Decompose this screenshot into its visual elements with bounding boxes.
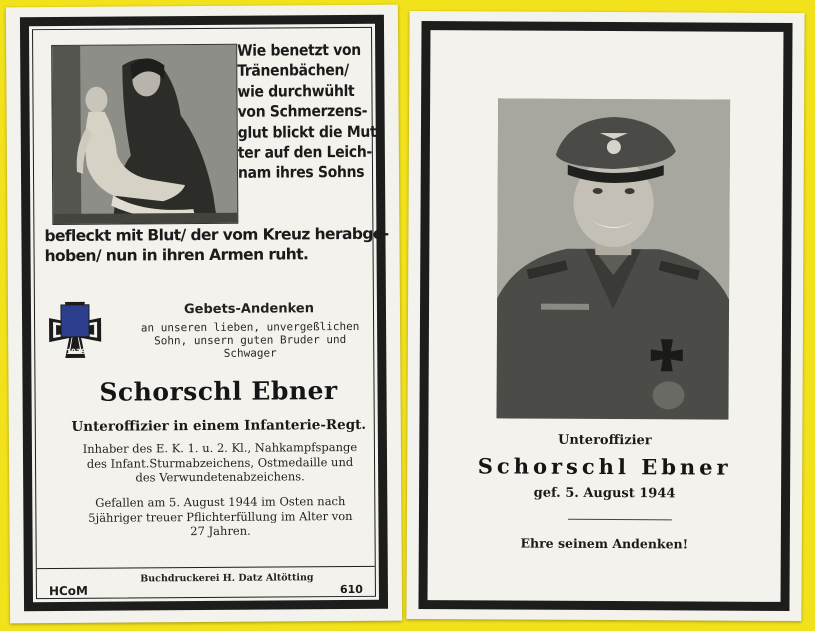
prayer-heading: Gebets-Andenken <box>183 301 315 318</box>
dedication-line: Sohn, unsern guten Bruder und <box>154 333 347 348</box>
deceased-name: Schorschl Ebner <box>477 453 732 480</box>
portrait-photo <box>496 98 730 419</box>
pieta-image <box>51 44 238 225</box>
decoration-line: des Verwundetenabzeichens. <box>135 469 305 485</box>
deceased-name: Schorschl Ebner <box>99 376 338 407</box>
poem-right-column <box>237 40 388 184</box>
black-border-frame <box>20 15 388 612</box>
deceased-rank: Unteroffizier in einem Infanterie-Regt. <box>71 416 367 435</box>
poem-line: glut blickt die Mut- <box>237 122 382 142</box>
poem-line: Tränenbächen/ <box>237 61 349 81</box>
cross-year: 1939 <box>66 347 86 356</box>
memorial-card-back <box>406 11 804 621</box>
death-line: 5jähriger treuer Pflichterfüllung im Alter von <box>88 508 353 525</box>
printer-credit: Buchdruckerei H. Datz Altötting <box>140 572 314 585</box>
poem-line: Wie benetzt von <box>237 40 361 60</box>
pieta-illustration <box>52 45 237 224</box>
publisher-mark: HCoM <box>48 583 89 599</box>
death-date: gef. 5. August 1944 <box>533 485 676 502</box>
poem-line: von Schmerzens- <box>237 102 368 121</box>
decorations-text <box>54 440 386 486</box>
poem-line: nam ihres Sohns <box>237 163 365 183</box>
poem-line: ter auf den Leich- <box>237 142 372 162</box>
dedication-line: an unseren lieben, unvergeßlichen <box>140 319 360 335</box>
decoration-line: Inhaber des E. K. 1. u. 2. Kl., Nahkampfspange <box>82 439 358 456</box>
death-details <box>54 494 386 540</box>
decoration-line: des Infant.Sturmabzeichens, Ostmedaille und <box>86 454 354 471</box>
deceased-rank: Unteroffizier <box>557 432 652 449</box>
card-code: 610 <box>339 582 363 597</box>
poem-line: wie durchwühlt <box>237 81 355 101</box>
black-border-frame <box>418 21 792 611</box>
inner-frame <box>32 27 389 599</box>
death-line: Gefallen am 5. August 1944 im Osten nach <box>95 494 346 510</box>
poem-full-width <box>44 224 390 267</box>
poem-line: befleckt mit Blut/ der vom Kreuz herabge- <box>44 224 389 246</box>
dedication-line: Schwager <box>223 346 277 360</box>
honor-line: Ehre seinem Andenken! <box>520 535 689 552</box>
divider-line <box>568 519 672 521</box>
dedication-text <box>109 320 391 361</box>
memorial-card-front <box>6 5 402 624</box>
poem-line: hoben/ nun in ihren Armen ruht. <box>44 245 309 266</box>
iron-cross-icon <box>47 300 103 362</box>
death-line: 27 Jahren. <box>190 523 251 539</box>
soldier-portrait <box>496 98 730 419</box>
footer-divider <box>37 566 375 569</box>
